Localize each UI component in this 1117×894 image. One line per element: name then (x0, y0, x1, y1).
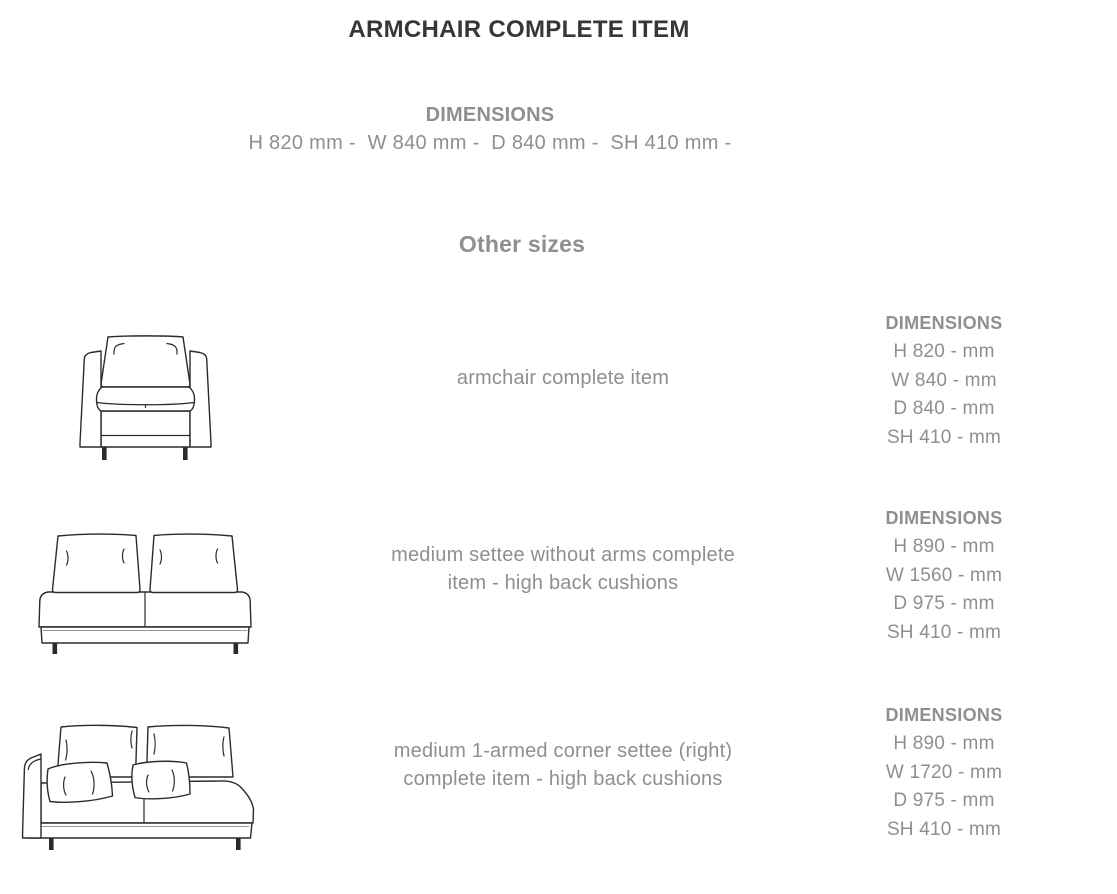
dimensions-block (858, 701, 1030, 844)
dimension-seat-height: SH 410 - mm (886, 426, 1002, 448)
armchair-icon (77, 334, 214, 460)
dimensions-summary: H 820 mm - W 840 mm - D 840 mm - SH 410 mm - (248, 132, 732, 154)
other-sizes-heading: Other sizes (458, 231, 586, 257)
dimensions-block-heading: DIMENSIONS (885, 508, 1003, 528)
dimension-width: W 1560 - mm (885, 564, 1003, 586)
dimensions-block-heading: DIMENSIONS (885, 313, 1003, 333)
dimensions-block-heading: DIMENSIONS (885, 705, 1003, 725)
settee-icon (36, 530, 254, 654)
dimension-depth: D 840 - mm (893, 398, 995, 419)
dimension-height: H 890 - mm (893, 733, 995, 754)
dimension-depth: D 975 - mm (893, 790, 995, 811)
corner-settee-illustration (20, 720, 258, 855)
settee-illustration (36, 530, 254, 659)
product-label: medium settee without arms complete item - high back cushions (391, 544, 735, 594)
dimensions-block (858, 504, 1030, 647)
dimensions-heading: DIMENSIONS (425, 104, 555, 126)
dimension-width: W 840 - mm (891, 369, 997, 391)
product-label: armchair complete item (456, 367, 670, 389)
dimension-seat-height: SH 410 - mm (886, 621, 1002, 643)
dimension-seat-height: SH 410 - mm (886, 818, 1002, 840)
corner-settee-icon (20, 720, 258, 850)
dimension-width: W 1720 - mm (885, 761, 1003, 783)
dimension-height: H 890 - mm (893, 536, 995, 557)
armchair-illustration (77, 334, 214, 465)
page-title: ARMCHAIR COMPLETE ITEM (348, 16, 690, 43)
dimensions-block (858, 309, 1030, 452)
dimension-height: H 820 - mm (893, 341, 995, 362)
dimension-depth: D 975 - mm (893, 593, 995, 614)
product-label: medium 1-armed corner settee (right) complete item - high back cushions (393, 740, 733, 790)
